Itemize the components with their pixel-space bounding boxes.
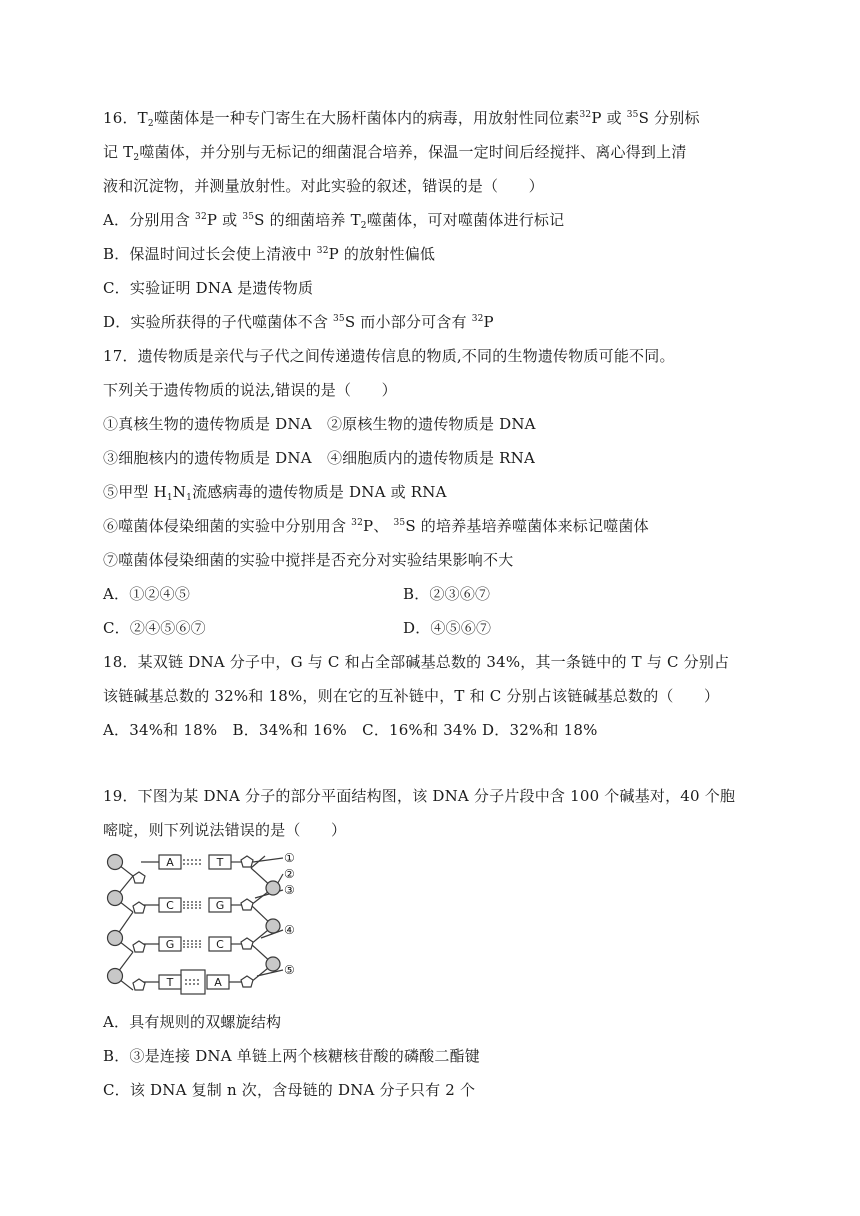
q17-option-c: C．②④⑤⑥⑦	[103, 619, 206, 637]
base-left-2: C	[166, 899, 174, 912]
q19-option-b: B．③是连接 DNA 单链上两个核糖核苷酸的磷酸二酯键	[103, 1047, 480, 1065]
q17-stem-line1: 17．遗传物质是亲代与子代之间传递遗传信息的物质,不同的生物遗传物质可能不同。	[103, 347, 675, 365]
marker-2: ②	[284, 867, 295, 881]
q17-option-a: A．①②④⑤	[103, 585, 191, 603]
q17-stem-line2: 下列关于遗传物质的说法,错误的是（ ）	[103, 381, 397, 399]
base-left-3: G	[165, 938, 175, 951]
marker-5: ⑤	[284, 963, 295, 977]
q19-stem-line2: 嘧啶，则下列说法错误的是（ ）	[103, 821, 347, 839]
phosphate-groups	[108, 855, 281, 984]
q18-stem-line2: 该链碱基总数的 32%和 18%，则在它的互补链中，T 和 C 分别占该链碱基总数的（ ）	[103, 687, 720, 705]
q16-stem-line1: 16．$T_2$噬菌体是一种专门寄生在大肠杆菌体内的病毒，用放射性同位素$^{32}$P 或 $^{35}$S 分别标	[103, 109, 700, 129]
marker-3: ③	[284, 883, 295, 897]
q19-stem-line1: 19．下图为某 DNA 分子的部分平面结构图，该 DNA 分子片段中含 100 个碱基对，40 个胞	[103, 787, 736, 805]
marker-1: ①	[284, 851, 295, 865]
q17-options-row1	[103, 584, 764, 604]
base-right-2: G	[215, 899, 225, 912]
q17-statement-3: ⑤甲型 $H_1N_1$流感病毒的遗传物质是 DNA 或 RNA	[103, 483, 447, 503]
q17-statement-4: ⑥噬菌体侵染细菌的实验中分别用含 $^{32}$P、 $^{35}$S 的培养基培养噬菌体来标记噬菌体	[103, 517, 649, 535]
dna-structure-diagram	[103, 848, 313, 998]
base-right-1: T	[216, 856, 224, 869]
q18-stem-line1: 18．某双链 DNA 分子中，G 与 C 和占全部碱基总数的 34%，其一条链中的 T 与 C 分别占	[103, 653, 730, 671]
q16-option-b: B．保温时间过长会使上清液中 $^{32}$P 的放射性偏低	[103, 245, 436, 263]
base-left-4: T	[166, 976, 174, 989]
q16-option-a: A．分别用含 $^{32}$P 或 $^{35}$S 的细菌培养 $T_2$噬菌体，可对噬菌体进行标记	[103, 211, 565, 231]
base-right-3: C	[216, 938, 224, 951]
q17-option-d: D．④⑤⑥⑦	[403, 619, 492, 637]
base-left-1: A	[166, 856, 174, 869]
q18-options: A．34%和 18% B．34%和 16% C．16%和 34% D．32%和 18%	[103, 721, 598, 739]
marker-4: ④	[284, 923, 295, 937]
q16-option-c: C．实验证明 DNA 是遗传物质	[103, 279, 314, 297]
q19-option-c: C．该 DNA 复制 n 次，含母链的 DNA 分子只有 2 个	[103, 1081, 476, 1099]
q16-stem-line2: 记 $T_2$噬菌体，并分别与无标记的细菌混合培养，保温一定时间后经搅拌、离心得到上清	[103, 143, 687, 163]
base-right-4: A	[214, 976, 222, 989]
q17-statement-5: ⑦噬菌体侵染细菌的实验中搅拌是否充分对实验结果影响不大	[103, 551, 514, 569]
q17-statement-2: ③细胞核内的遗传物质是 DNA ④细胞质内的遗传物质是 RNA	[103, 449, 535, 467]
q16-option-d: D．实验所获得的子代噬菌体不含 $^{35}$S 而小部分可含有 $^{32}$P	[103, 313, 494, 331]
q17-options-row2	[103, 618, 764, 638]
q17-option-b: B．②③⑥⑦	[403, 585, 491, 603]
q17-statement-1: ①真核生物的遗传物质是 DNA ②原核生物的遗传物质是 DNA	[103, 415, 536, 433]
q16-stem-line3: 液和沉淀物，并测量放射性。对此实验的叙述，错误的是（ ）	[103, 177, 544, 195]
q19-option-a: A．具有规则的双螺旋结构	[103, 1013, 282, 1031]
